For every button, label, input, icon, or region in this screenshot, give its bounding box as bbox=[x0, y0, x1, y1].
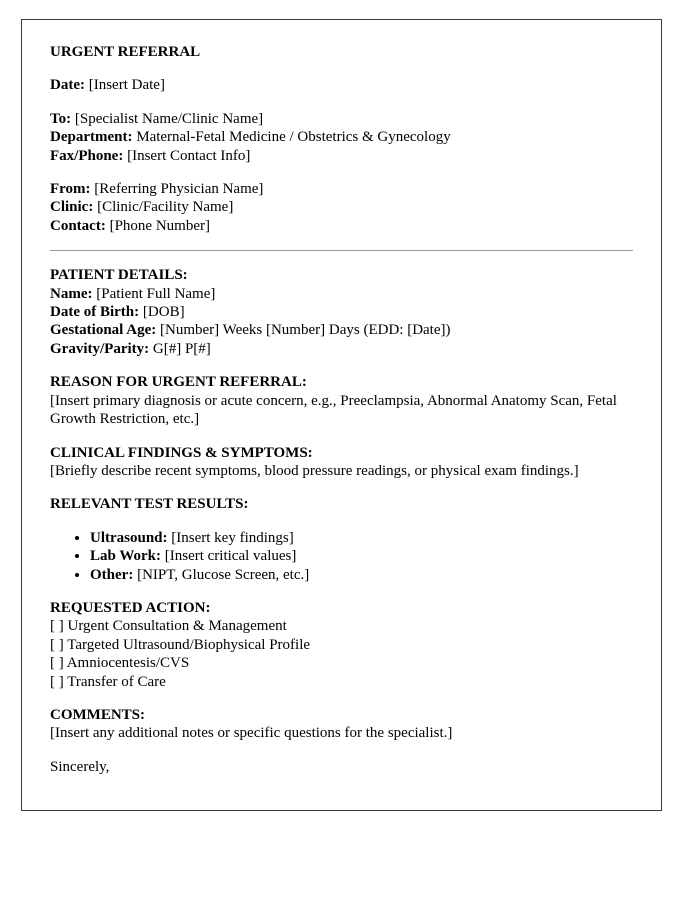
page-title: URGENT REFERRAL bbox=[50, 44, 201, 60]
gravity-parity-label: Gravity/Parity: bbox=[50, 340, 150, 357]
patient-name-value: [Patient Full Name] bbox=[96, 285, 216, 302]
date-value: [Insert Date] bbox=[88, 77, 165, 94]
dob-value: [DOB] bbox=[142, 304, 185, 321]
gravity-parity-value: G[#] P[#] bbox=[152, 340, 211, 357]
patient-name-label: Name: bbox=[50, 285, 93, 302]
requested-action-block bbox=[50, 599, 633, 691]
recipient-block bbox=[50, 110, 633, 165]
section-divider bbox=[50, 250, 633, 251]
lab-work-label: Lab Work: bbox=[90, 548, 161, 565]
test-results-list bbox=[50, 529, 633, 584]
to-label: To: bbox=[50, 110, 72, 127]
comments-body: [Insert any additional notes or specific questions for the specialist.] bbox=[50, 725, 453, 742]
reason-heading: REASON FOR URGENT REFERRAL: bbox=[50, 374, 307, 391]
other-value: [NIPT, Glucose Screen, etc.] bbox=[137, 566, 310, 583]
referral-letter-page bbox=[21, 19, 662, 811]
action-option-transfer: Transfer of Care bbox=[67, 673, 166, 690]
gestational-age-label: Gestational Age: bbox=[50, 322, 157, 339]
other-label: Other: bbox=[90, 566, 134, 583]
dob-label: Date of Birth: bbox=[50, 304, 140, 321]
list-item-other bbox=[90, 566, 633, 584]
patient-details-heading: PATIENT DETAILS: bbox=[50, 267, 188, 284]
clinical-findings-body: [Briefly describe recent symptoms, blood pressure readings, or physical exam findings.] bbox=[50, 462, 579, 479]
sender-block bbox=[50, 180, 633, 235]
checkbox-brackets: [ ] bbox=[50, 618, 64, 635]
ultrasound-label: Ultrasound: bbox=[90, 529, 168, 546]
contact-label: Contact: bbox=[50, 217, 106, 234]
from-label: From: bbox=[50, 181, 91, 198]
comments-block bbox=[50, 706, 633, 743]
test-results-heading-line bbox=[50, 495, 633, 513]
ultrasound-value: [Insert key findings] bbox=[171, 529, 294, 546]
reason-block bbox=[50, 373, 633, 428]
contact-value: [Phone Number] bbox=[109, 217, 210, 234]
lab-work-value: [Insert critical values] bbox=[164, 548, 297, 565]
checkbox-brackets: [ ] bbox=[50, 636, 64, 653]
fax-phone-label: Fax/Phone: bbox=[50, 147, 124, 164]
clinical-findings-heading: CLINICAL FINDINGS & SYMPTOMS: bbox=[50, 444, 313, 461]
to-value: [Specialist Name/Clinic Name] bbox=[74, 110, 264, 127]
department-value: Maternal-Fetal Medicine / Obstetrics & Gynecology bbox=[136, 129, 451, 146]
requested-action-heading: REQUESTED ACTION: bbox=[50, 599, 211, 616]
action-option-consultation: Urgent Consultation & Management bbox=[67, 618, 287, 635]
from-value: [Referring Physician Name] bbox=[94, 181, 264, 198]
reason-body: [Insert primary diagnosis or acute concern, e.g., Preeclampsia, Abnormal Anatomy Scan, Fetal Growth Restriction, etc.] bbox=[50, 392, 617, 428]
date-line bbox=[50, 76, 633, 94]
patient-details-block bbox=[50, 266, 633, 358]
list-item-lab-work bbox=[90, 547, 633, 565]
checkbox-brackets: [ ] bbox=[50, 655, 64, 672]
action-option-amniocentesis: Amniocentesis/CVS bbox=[66, 655, 190, 672]
comments-heading: COMMENTS: bbox=[50, 706, 145, 723]
clinic-value: [Clinic/Facility Name] bbox=[97, 199, 234, 216]
date-label: Date: bbox=[50, 77, 85, 94]
clinic-label: Clinic: bbox=[50, 199, 94, 216]
department-label: Department: bbox=[50, 129, 133, 146]
action-option-ultrasound: Targeted Ultrasound/Biophysical Profile bbox=[67, 636, 311, 653]
clinical-findings-block bbox=[50, 444, 633, 481]
test-results-heading: RELEVANT TEST RESULTS: bbox=[50, 496, 249, 513]
closing-line: Sincerely, bbox=[50, 758, 110, 775]
list-item-ultrasound bbox=[90, 529, 633, 547]
gestational-age-value: [Number] Weeks [Number] Days (EDD: [Date]) bbox=[160, 322, 451, 339]
checkbox-brackets: [ ] bbox=[50, 673, 64, 690]
fax-phone-value: [Insert Contact Info] bbox=[127, 147, 251, 164]
